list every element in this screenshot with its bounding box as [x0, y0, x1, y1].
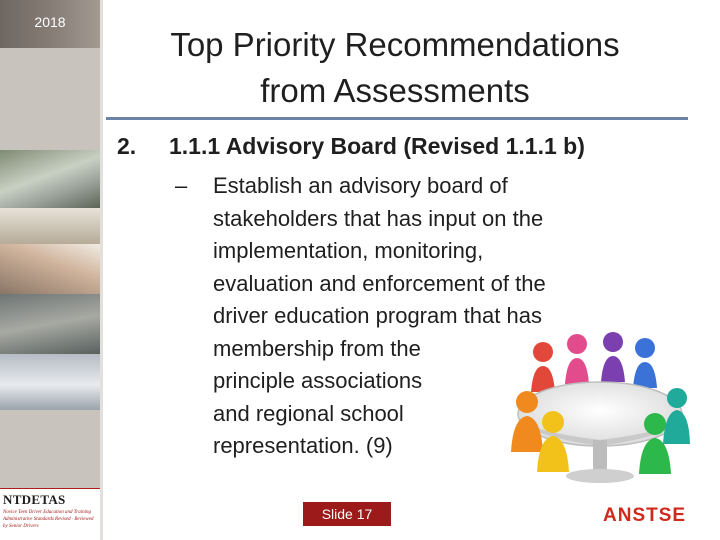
sub-line: representation. (9) — [213, 433, 393, 458]
sub-line: implementation, monitoring, — [213, 238, 484, 263]
logo-text: NTDETAS — [3, 492, 66, 507]
title-line-2: from Assessments — [260, 72, 530, 109]
sub-bullet-dash: – — [175, 173, 188, 198]
ntdetas-logo — [0, 488, 100, 540]
item-heading: 1.1.1 Advisory Board (Revised 1.1.1 b) — [169, 133, 585, 159]
sidebar-photo-keyboard — [0, 354, 100, 410]
anstse-logo: ANSTSE — [603, 505, 687, 526]
title-line-1: Top Priority Recommendations — [170, 26, 620, 63]
sub-line: stakeholders that has input on the — [213, 205, 544, 231]
sidebar-photo-lab — [0, 294, 100, 354]
sub-line: and regional school — [213, 400, 404, 426]
sidebar-photo-car — [0, 150, 100, 208]
sub-line: principle associations — [213, 368, 423, 393]
title-underline — [106, 117, 688, 120]
sidebar-photo-classroom — [0, 208, 100, 244]
sidebar-divider — [100, 0, 103, 540]
slide-title — [120, 22, 670, 114]
numbered-item — [117, 132, 697, 160]
sub-line: membership from the — [213, 335, 421, 361]
sidebar — [0, 0, 100, 540]
logo-subtext: Novice Teen Driver Education and Training Administrative Standards Revised · Reviewed by Senior Drivers — [3, 510, 94, 529]
sub-line: Establish an advisory board of — [213, 173, 508, 198]
year-label: 2018 — [34, 14, 66, 30]
sub-line: evaluation and enforcement of the — [213, 270, 546, 296]
sub-line: driver education program that has — [213, 303, 542, 328]
sidebar-photo-students — [0, 244, 100, 294]
slide-number: Slide 17 — [303, 502, 391, 526]
round-table-people-icon — [505, 322, 690, 492]
item-number: 2. — [117, 133, 137, 159]
